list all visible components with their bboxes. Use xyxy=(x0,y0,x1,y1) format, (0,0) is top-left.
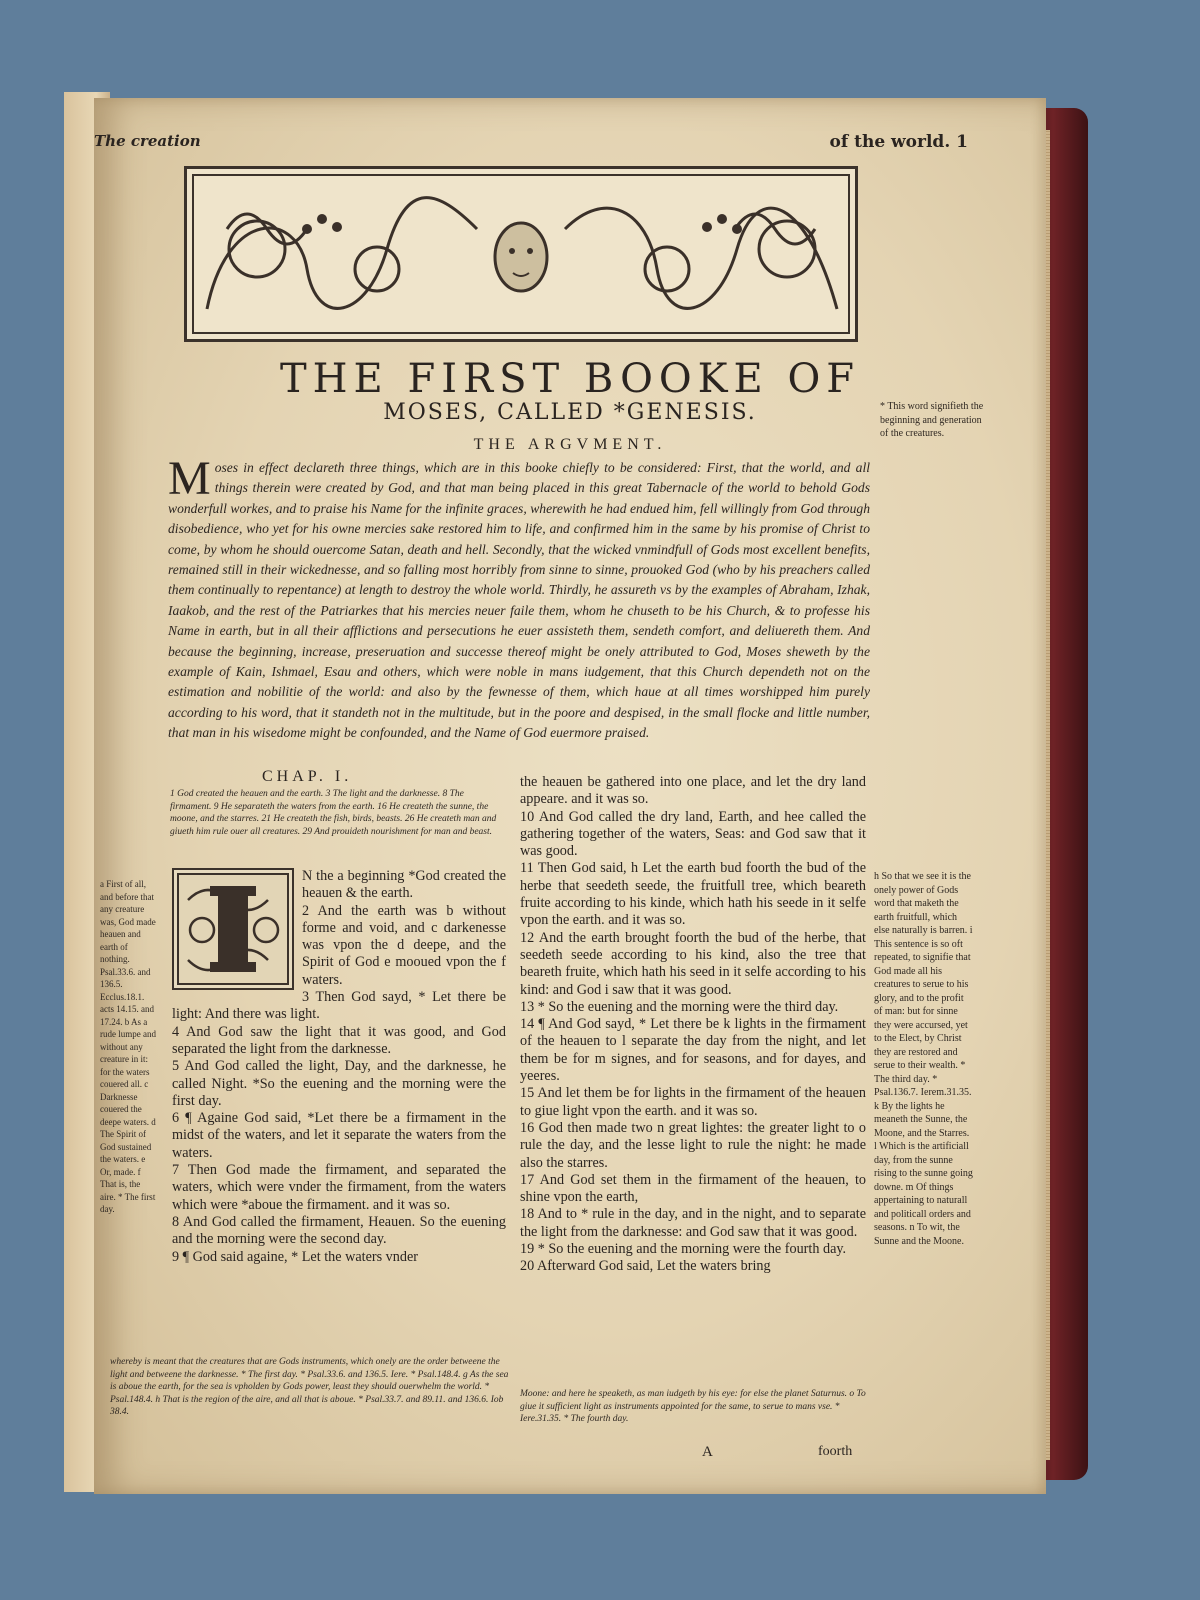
verse-1-20: 20 Afterward God said, Let the waters bring xyxy=(520,1258,771,1275)
verse-1-11: 11 Then God said, h Let the earth bud foorth the bud of the herbe that seedeth seede, the fruitfull tree, which beareth fruite according to his kinde, which hath his seede in it selfe vpon the earth. and it was so. xyxy=(520,860,866,929)
verse-1-4: 4 And God saw the light that it was good, and God separated the light from the darknesse. xyxy=(172,1023,506,1057)
chapter-heading: CHAP. I. xyxy=(262,768,353,785)
verse-1-9: 9 ¶ God said againe, * Let the waters vnder xyxy=(172,1248,418,1265)
verse-1-1: N the a beginning *God created the heauen & the earth. xyxy=(302,868,506,902)
verse-1-12: 12 And the earth brought foorth the bud of the herbe, that seedeth seede according to his kind, also the tree that beareth fruite, which hath his seed in it selfe according to his kind: and God i saw that it was good. xyxy=(520,929,866,998)
ornamental-headpiece xyxy=(184,166,858,342)
verse-1-5: 5 And God called the light, Day, and the darknesse, he called Night. *So the euening and the morning were the first day. xyxy=(172,1058,506,1109)
decorated-initial-I xyxy=(172,868,294,990)
chapter-summary: 1 God created the heauen and the earth. 3 The light and the darknesse. 8 The firmament. 9 He separateth the waters from the earth. 16 He createth the sunne, the moone, and the starres. 21 He createth the fish, birds, beasts. 26 He createth man and giueth him rule ouer all creatures. 29 And prouideth nourishment for man and beast. xyxy=(170,789,497,837)
argument-text: oses in effect declareth three things, which are in this booke chiefly to be considered: First, that the world, and all things therein were created by God, and that man being placed in this great Tabernacle of the world to behold Gods wonderfull workes, and to praise his Name for the infinite graces, wherewith he had endued him, fell willingly from God through disobedience, who yet for his owne mercies sake restored him to life, and confirmed him in the same by his promise of Christ to come, by whom he should ouercome Satan, death and hell. Secondly, that the wicked vnmindfull of Gods most excellent benefits, remained still in their wickednesse, and so falling most horribly from sinne to sinne, prouoked God (who by his preachers called them continually to repentance) at length to destroy the whole world. Thirdly, he assureth vs by the examples of Abraham, Izhak, Iaakob, and the rest of the Patriarkes that his mercies neuer faile them, whom he chuseth to be his Church, & to professe his Name in earth, but in all their afflictions and persecutions he euer assisteth them, sendeth comfort, and deliuereth them. And because the beginning, increase, preseruation and successe thereof might be onely attributed to God, Moses sheweth by the example of Kain, Ishmael, Esau and others, which were noble in mans iudgement, that this Church dependeth not on the estimation and nobilitie of the world: and also by the fewnesse of them, which haue at all times worshipped him purely according to his word, that it standeth not in the multitude, but in the poore and despised, in the small flocke and little number, that man in his wisedome might be confounded, and the Name of God euermore praised. xyxy=(168,460,870,741)
argument-drop-letter: M xyxy=(168,452,211,505)
text-column-left xyxy=(172,868,506,1266)
argument-heading: THE ARGVMENT. xyxy=(473,436,667,453)
verse-1-7: 7 Then God made the firmament, and separated the waters, which were vnder the firmament, from the waters which were *aboue the firmament. and it was so. xyxy=(172,1162,506,1213)
verse-1-15: 15 And let them be for lights in the firmament of the heauen to giue light vpon the earth. and it was so. xyxy=(520,1085,866,1119)
verse-1-8: 8 And God called the firmament, Heauen. So the euening and the morning were the second day. xyxy=(172,1213,506,1248)
signature-mark: A xyxy=(702,1444,713,1460)
verse-1-17: 17 And God set them in the firmament of the heauen, to shine vpon the earth, xyxy=(520,1171,866,1206)
text-column-right xyxy=(520,774,866,1276)
book-title-line-1: THE FIRST BOOKE OF xyxy=(279,356,860,402)
verse-1-3: 3 Then God sayd, * Let there be light: And there was light. xyxy=(172,989,506,1023)
verse-1-6: 6 ¶ Againe God said, *Let there be a firmament in the midst of the waters, and let it separate the waters from the waters. xyxy=(172,1110,506,1161)
argument-paragraph xyxy=(168,452,870,766)
verse-1-18: 18 And to * rule in the day, and in the night, and to separate the light from the darknesse: and God saw that it was good. xyxy=(520,1206,866,1240)
verse-1-2: 2 And the earth was b without forme and void, and c darkenesse was vpon the d deepe, and the Spirit of God e mooued vpon the f waters. xyxy=(302,902,506,988)
verse-1-9-cont: the heauen be gathered into one place, and let the dry land appeare. and it was so. xyxy=(520,774,866,808)
footnotes-right: Moone: and here he speaketh, as man iudgeth by his eye: for else the planet Saturnus. o To giue it sufficient light as instruments appointed for the same, to serue to mans vse. * Iere.31.35. * The fourth day. xyxy=(520,1389,866,1424)
verse-1-10: 10 And God called the dry land, Earth, and hee called the gathering together of the waters, Seas: and God saw that it was good. xyxy=(520,808,866,860)
margin-notes-right: h So that we see it is the onely power of Gods word that maketh the earth fruitfull, which else naturally is barren. i This sentence is so oft repeated, to signifie that God made all his creatures to serue to his glory, and to the profit of man: but for sinne they were accursed, yet to the Elect, by Christ they are restored and serue to their wealth. * The third day. * Psal.136.7. Ierem.31.35. k By the lights he meaneth the Sunne, the Moone, and the Starres. l Which is the artificiall day, from the sunne rising to the sunne going downe. m Of things appertaining to naturall and politicall orders and seasons. n To wit, the Sunne and the Moone. xyxy=(874,871,973,1247)
running-head-left: The creation xyxy=(94,132,201,150)
verse-1-19: 19 * So the euening and the morning were the fourth day. xyxy=(520,1241,847,1258)
catchword: foorth xyxy=(818,1444,853,1459)
margin-note-genesis: * This word signifieth the beginning and generation of the creatures. xyxy=(880,401,984,439)
footnotes-left: whereby is meant that the creatures that are Gods instruments, which onely are the order betweene the light and betweene the darknesse. * The first day. * Psal.33.6. and 136.5. Iere. * Psal.148.4. g As the sea is aboue the earth, for the sea is vpholden by Gods power, least they should ouerwhelm the world. * Psal.148.4. h That is the region of the aire, and all that is aboue. * Psal.33.7. and 89.11. and 136.6. Iob 38.4. xyxy=(110,1357,509,1417)
running-head-right: of the world. 1 xyxy=(829,132,968,152)
verse-1-13: 13 * So the euening and the morning were the third day. xyxy=(520,998,839,1015)
book-title-line-2: MOSES, CALLED *GENESIS. xyxy=(383,400,757,425)
margin-notes-left: a First of all, and before that any creature was, God made heauen and earth of nothing. Psal.33.6. and 136.5. Ecclus.18.1. acts 14.15. and 17.24. b As a rude lumpe and without any creature in it: for the waters couered all. c Darknesse couered the deepe waters. d The Spirit of God sustained the waters. e Or, made. f That is, the aire. * The first day. xyxy=(100,879,156,1214)
verse-1-16: 16 God then made two n great lightes: the greater light to o rule the day, and the lesse light to rule the night: he made also the starres. xyxy=(520,1119,866,1171)
verse-1-14: 14 ¶ And God sayd, * Let there be k lights in the firmament of the heauen to l separate the day from the night, and let them be for m signes, and for seasons, and for dayes, and yeeres. xyxy=(520,1016,866,1085)
